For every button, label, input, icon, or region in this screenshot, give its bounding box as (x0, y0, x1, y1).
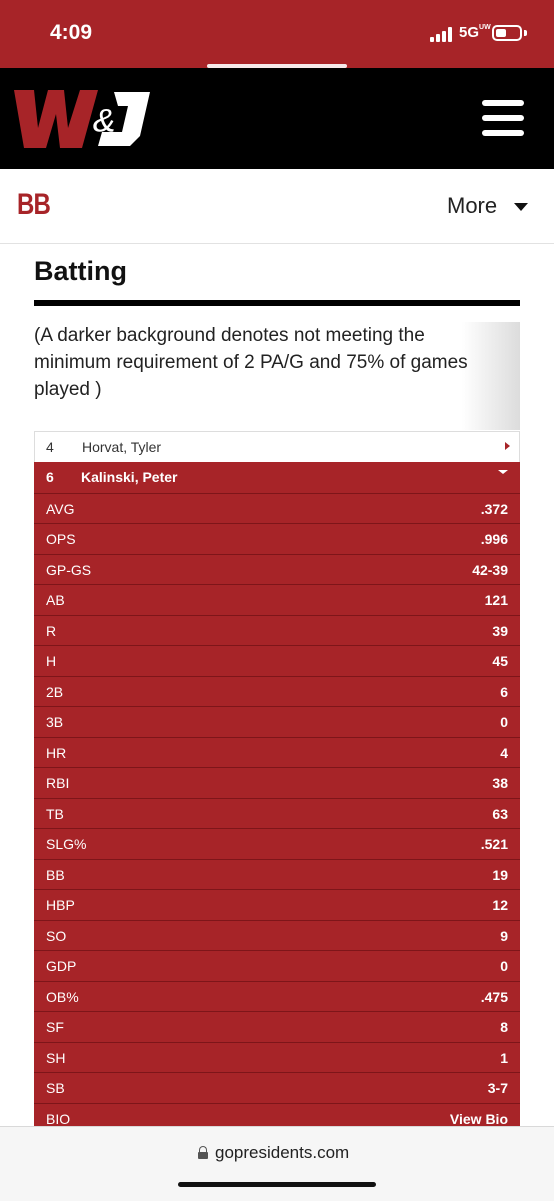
requirement-note: (A darker background denotes not meeting the minimum requirement of 2 PA/G and 75% of games played ) (34, 325, 468, 400)
hamburger-menu-icon[interactable] (482, 100, 524, 136)
player-number: 4 (46, 439, 54, 455)
stat-label: TB (46, 805, 64, 822)
stat-value: 4 (500, 744, 508, 761)
stat-value: 38 (492, 775, 508, 791)
wj-logo[interactable] (10, 88, 152, 150)
stat-label: 3B (46, 714, 64, 730)
chevron-down-icon[interactable] (514, 203, 528, 211)
url-text[interactable]: gopresidents.com (215, 1143, 350, 1162)
stat-value: 12 (492, 897, 508, 913)
stat-value: 63 (492, 805, 508, 822)
chevron-right-icon (505, 442, 510, 450)
player-row-kalinski[interactable] (34, 462, 520, 492)
status-bar (0, 0, 554, 68)
stat-row (34, 798, 520, 829)
stat-row (34, 981, 520, 1012)
player-name: Horvat, Tyler (82, 439, 162, 455)
stat-label: SB (46, 1080, 65, 1096)
stat-label: BB (46, 866, 65, 883)
player-number: 6 (46, 469, 54, 485)
lock-icon (198, 1146, 208, 1159)
stat-value: 8 (500, 1019, 508, 1035)
player-name: Kalinski, Peter (81, 469, 178, 485)
player-stats-panel (34, 462, 520, 1162)
sport-code-link[interactable]: BB (17, 188, 51, 221)
battery-nub (524, 30, 527, 36)
home-indicator[interactable] (178, 1182, 376, 1187)
browser-address-bar[interactable] (0, 1126, 554, 1201)
stat-label: SO (46, 927, 67, 944)
stat-value: 1 (500, 1049, 508, 1066)
stat-label: HR (46, 744, 67, 761)
stat-label: H (46, 653, 57, 669)
stat-row (34, 615, 520, 646)
stat-label: GP-GS (46, 561, 92, 578)
more-menu-button[interactable]: More (447, 193, 498, 218)
stat-row (34, 554, 520, 585)
stat-label: SH (46, 1049, 66, 1066)
svg-text:&: & (92, 102, 117, 140)
stat-label: AB (46, 592, 65, 608)
stat-row (34, 950, 520, 981)
stat-row (34, 523, 520, 554)
stat-label: OB% (46, 988, 79, 1005)
stat-label: R (46, 622, 57, 639)
stat-value: 45 (492, 653, 508, 669)
stat-value: 19 (492, 866, 508, 883)
stat-value: 121 (484, 592, 508, 608)
page-title: Batting (34, 256, 127, 286)
stat-value: .475 (480, 988, 508, 1005)
title-divider (34, 300, 520, 306)
status-time: 4:09 (50, 21, 93, 44)
cellular-signal-icon (430, 26, 456, 42)
stat-row (34, 1042, 520, 1073)
stat-row (34, 1011, 520, 1042)
stat-row (34, 889, 520, 920)
stat-row (34, 828, 520, 859)
stat-row (34, 1072, 520, 1103)
stat-value: .996 (480, 531, 508, 547)
network-type: 5GUW (459, 24, 491, 41)
stat-label: BIO (46, 1110, 71, 1127)
chevron-down-icon (498, 470, 508, 474)
stat-label: HBP (46, 897, 75, 913)
stat-row (34, 859, 520, 890)
stat-value: 3-7 (487, 1080, 508, 1096)
stat-value: 9 (500, 927, 508, 944)
stat-row (34, 676, 520, 707)
stat-value: 39 (492, 622, 508, 639)
stat-row (34, 706, 520, 737)
stat-value: 42-39 (472, 561, 508, 578)
stat-row (34, 767, 520, 798)
stat-value: .372 (480, 500, 508, 517)
stat-row (34, 920, 520, 951)
view-bio-link[interactable]: View Bio (449, 1110, 508, 1127)
stat-label: SF (46, 1019, 64, 1035)
stat-label: 2B (46, 683, 64, 700)
stat-label: RBI (46, 775, 70, 791)
stat-row (34, 584, 520, 615)
stat-value: .521 (480, 836, 508, 852)
player-row-horvat[interactable] (34, 431, 520, 463)
stat-value: 6 (500, 683, 508, 700)
stat-label: GDP (46, 958, 77, 974)
stat-label: SLG% (46, 836, 87, 852)
stat-label: OPS (46, 531, 76, 547)
stat-label: AVG (46, 500, 75, 517)
battery-icon (492, 25, 522, 41)
stat-value: 0 (500, 714, 508, 730)
stat-row (34, 645, 520, 676)
stat-row (34, 493, 520, 524)
stat-row (34, 737, 520, 768)
stat-value: 0 (500, 958, 508, 974)
